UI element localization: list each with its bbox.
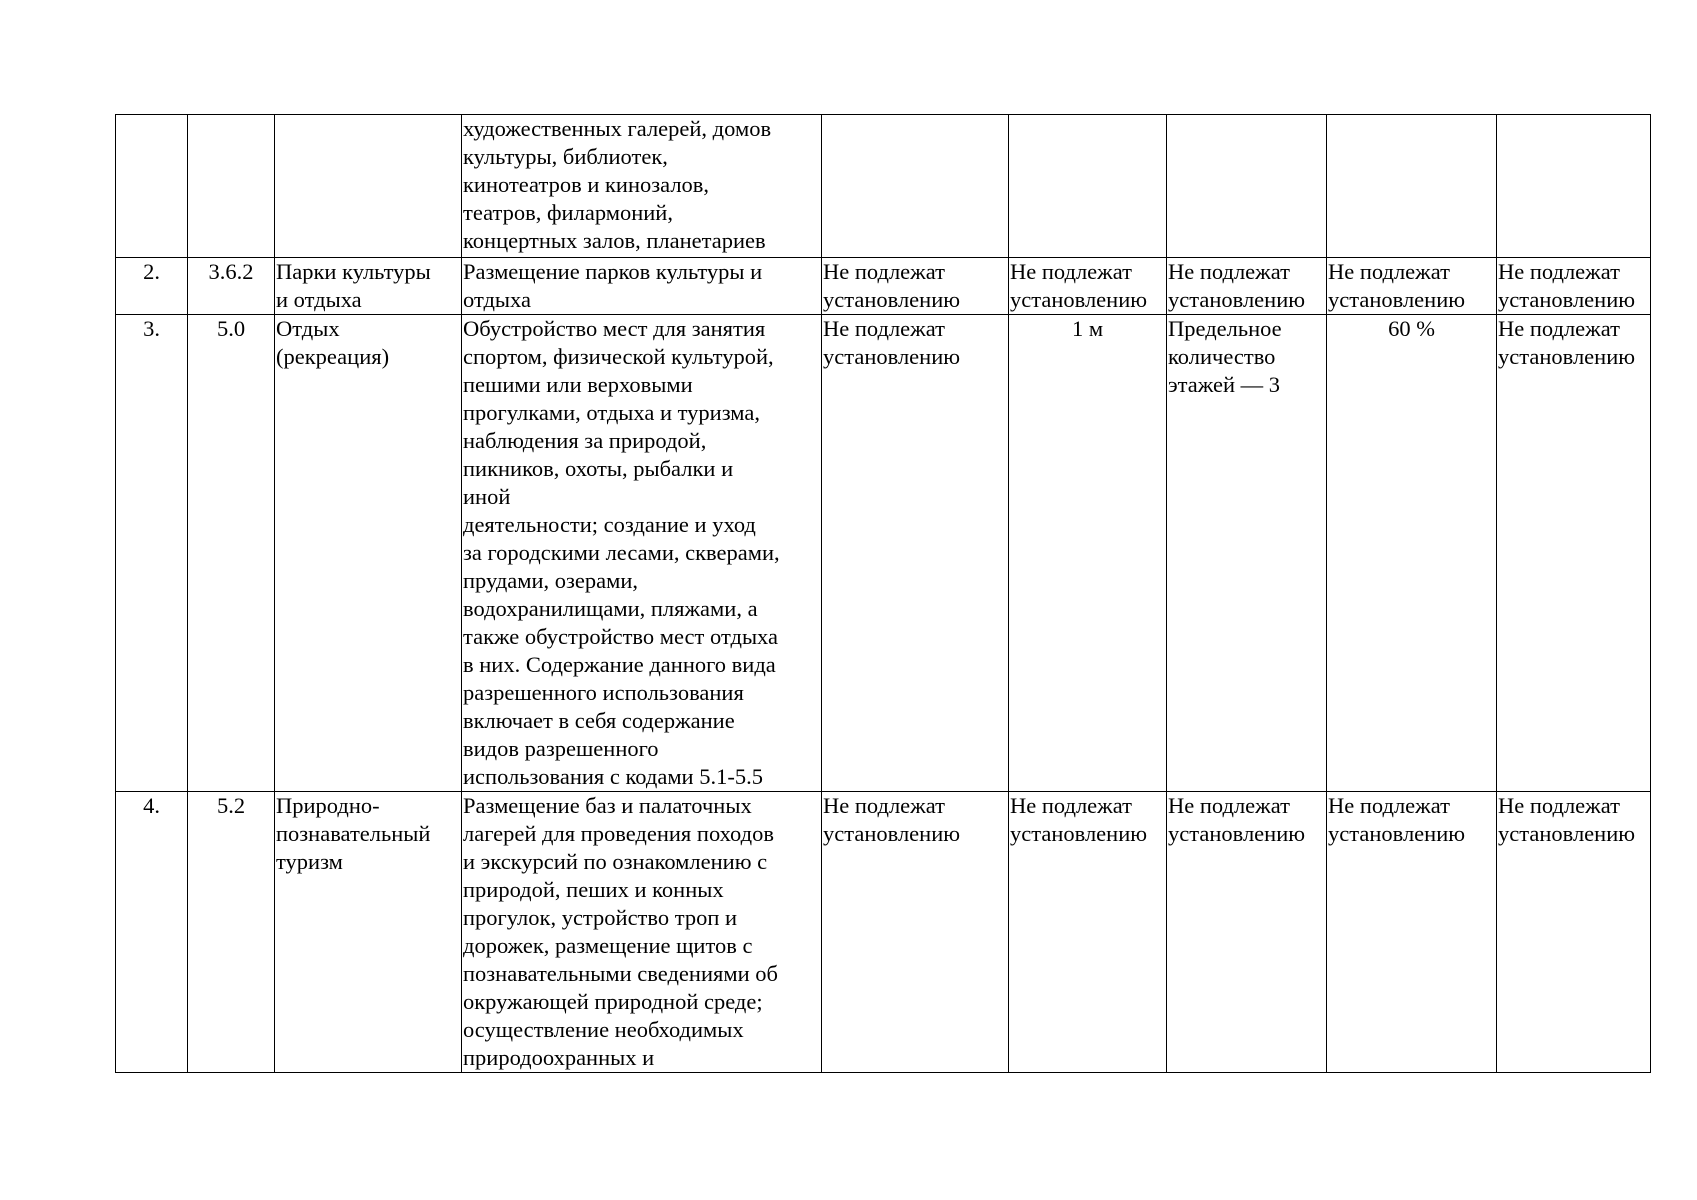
use-name-cell: Парки культуры и отдыха (275, 258, 462, 315)
use-name-cell (275, 115, 462, 258)
param-cell-3: Предельное количество этажей — 3 (1167, 315, 1327, 792)
row-number-cell: 4. (116, 792, 188, 1073)
description-cell: Размещение парков культуры и отдыха (462, 258, 822, 315)
description-cell: Обустройство мест для занятия спортом, физической культурой, пешими или верховыми прогулками, отдыха и туризма, наблюдения за природой, пикников, охоты, рыбалки и иной деятельности; создание и уход за городскими лесами, скверами, прудами, озерами, водохранилищами, пляжами, а также обустройство мест отдыха в них. Содержание данного вида разрешенного использования включает в себя содержание видов разрешенного использования с кодами 5.1-5.5 (462, 315, 822, 792)
row-number-cell: 3. (116, 315, 188, 792)
param-cell-2: Не подлежат установлению (1009, 792, 1167, 1073)
param-cell-1: Не подлежат установлению (822, 315, 1009, 792)
table-row (116, 115, 1651, 258)
param-cell-5 (1497, 115, 1651, 258)
description-cell: художественных галерей, домов культуры, библиотек, кинотеатров и кинозалов, театров, филармоний, концертных залов, планетариев (462, 115, 822, 258)
param-cell-1 (822, 115, 1009, 258)
row-number-cell: 2. (116, 258, 188, 315)
param-cell-5: Не подлежат установлению (1497, 792, 1651, 1073)
land-use-table (115, 114, 1651, 1073)
param-cell-4 (1327, 115, 1497, 258)
use-name-cell: Отдых (рекреация) (275, 315, 462, 792)
code-cell: 3.6.2 (188, 258, 275, 315)
param-cell-1: Не подлежат установлению (822, 258, 1009, 315)
code-cell: 5.2 (188, 792, 275, 1073)
code-cell (188, 115, 275, 258)
param-cell-2 (1009, 115, 1167, 258)
param-cell-4: Не подлежат установлению (1327, 792, 1497, 1073)
param-cell-5: Не подлежат установлению (1497, 258, 1651, 315)
description-cell: Размещение баз и палаточных лагерей для проведения походов и экскурсий по ознакомлению с природой, пеших и конных прогулок, устройство троп и дорожек, размещение щитов с познавательными сведениями об окружающей природной среде; осуществление необходимых природоохранных и (462, 792, 822, 1073)
param-cell-2: 1 м (1009, 315, 1167, 792)
param-cell-5: Не подлежат установлению (1497, 315, 1651, 792)
param-cell-2: Не подлежат установлению (1009, 258, 1167, 315)
row-number-cell (116, 115, 188, 258)
param-cell-4: Не подлежат установлению (1327, 258, 1497, 315)
table-row (116, 315, 1651, 792)
table-row (116, 258, 1651, 315)
param-cell-3: Не подлежат установлению (1167, 258, 1327, 315)
table-row (116, 792, 1651, 1073)
param-cell-4: 60 % (1327, 315, 1497, 792)
param-cell-3: Не подлежат установлению (1167, 792, 1327, 1073)
param-cell-3 (1167, 115, 1327, 258)
use-name-cell: Природно- познавательный туризм (275, 792, 462, 1073)
code-cell: 5.0 (188, 315, 275, 792)
param-cell-1: Не подлежат установлению (822, 792, 1009, 1073)
